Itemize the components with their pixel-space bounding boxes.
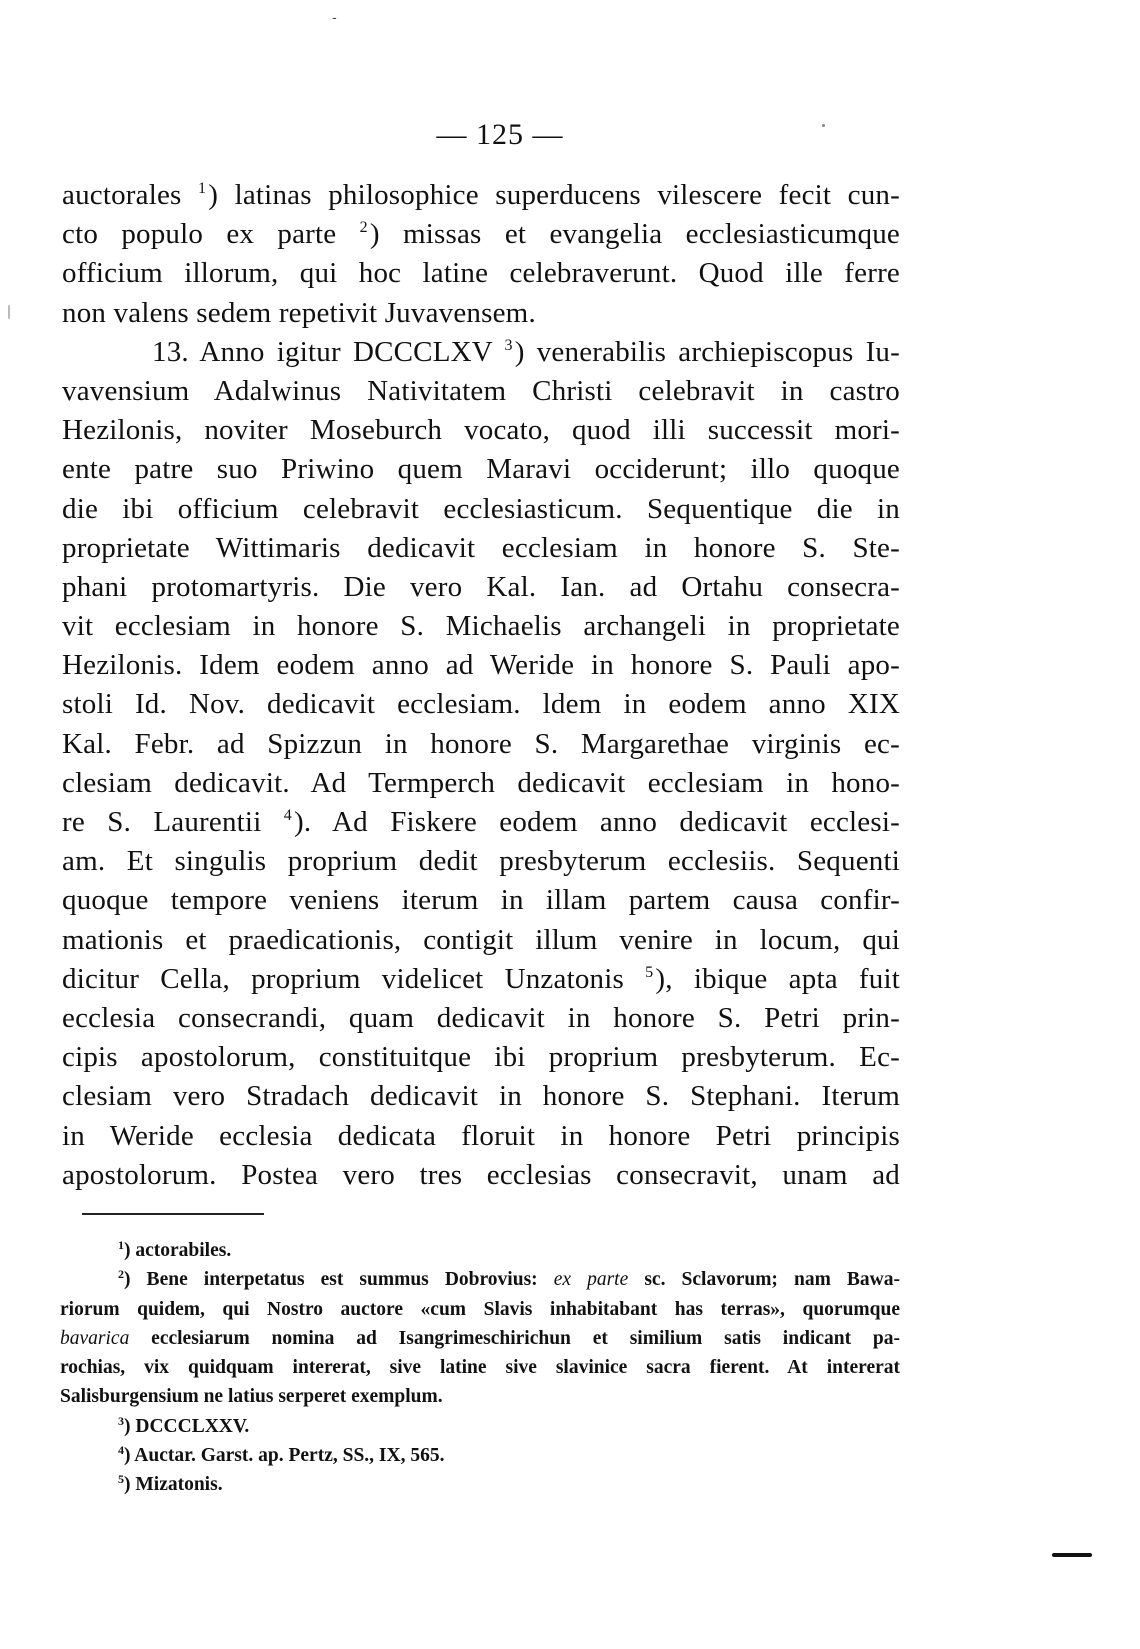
text-span: cto populo ex parte [62,218,360,251]
text-line [62,333,900,372]
text-span: Hezilonis, noviter Moseburch vocato, quod illi successit mori- [62,414,900,447]
footnote-ref[interactable]: 5 [645,963,654,981]
text-span: quoque tempore veniens iterum in illam partem causa confir- [62,884,900,917]
footnote-line [60,1236,900,1265]
text-span: rochias, vix quidquam intererat, sive latine sive slavinice sacra fierent. At intererat [60,1357,900,1379]
text-line [62,450,900,489]
text-span: officium illorum, qui hoc latine celebraverunt. Quod ille ferre [62,257,900,290]
text-span: re S. Laurentii [62,806,284,838]
text-span: ) latinas philosophice superducens vilescere fecit cun- [208,179,900,211]
text-span: non valens sedem repetivit Juvavensem. [62,296,536,329]
text-line [62,921,900,960]
text-line [62,1117,900,1156]
text-span: ) missas et evangelia ecclesiasticumque [369,218,900,251]
body-text [62,176,900,1195]
footnote-ref[interactable]: 1 [198,180,207,197]
text-span: ecclesiarum nomina ad Isangrimeschirichun et similium satis indicant pa- [129,1327,900,1349]
text-line [62,685,900,724]
footnote-line [60,1470,900,1499]
text-line [62,372,900,411]
text-span: ) venerabilis archiepiscopus Iu- [514,335,900,368]
text-line [62,881,900,920]
text-span: ). Ad Fiskere eodem anno dedicavit ecclesi- [293,806,900,838]
text-span: phani protomartyris. Die vero Kal. Ian. ad Ortahu consecra- [62,570,900,603]
footnote-line [60,1353,900,1382]
text-line [62,215,900,254]
text-span: clesiam dedicavit. Ad Termperch dedicavit ecclesiam in hono- [62,766,900,799]
text-line [62,607,900,646]
text-span: proprietate Wittimaris dedicavit ecclesiam in honore S. Ste- [62,531,900,564]
text-line [62,1038,900,1077]
text-line [62,646,900,685]
text-span: ente patre suo Priwino quem Maravi occiderunt; illo quoque [62,453,900,486]
text-span: ) Bene interpetatus est summus Dobrovius: [124,1269,554,1291]
footnote-line [60,1265,900,1294]
catchword-dash [1052,1553,1092,1557]
text-line [62,1077,900,1116]
text-line [62,294,900,333]
scan-speck: - [332,10,337,26]
text-span: am. Et singulis proprium dedit presbyterum ecclesiis. Sequenti [62,845,900,878]
text-line [62,999,900,1038]
footnote-marker: 1 [118,1238,124,1252]
footnote-line [60,1382,900,1411]
footnote-ref[interactable]: 4 [283,807,292,824]
footnote-marker: 2 [118,1267,124,1282]
text-span: mationis et praedicationis, contigit illum venire in locum, qui [62,923,900,956]
text-span: stoli Id. Nov. dedicavit ecclesiam. ldem in eodem anno XIX [62,688,900,721]
footnote-marker: 5 [118,1472,124,1487]
text-line [62,960,900,999]
footnote-marker: 4 [118,1443,124,1458]
text-span: Hezilonis. Idem eodem anno ad Weride in honore S. Pauli apo- [62,649,900,682]
text-span: in Weride ecclesia dedicata floruit in honore Petri principis [62,1119,900,1152]
text-line [62,490,900,529]
footnote-marker: 3 [118,1413,124,1428]
text-span: die ibi officium celebravit ecclesiasticum. Sequentique die in [62,492,900,525]
footnote-line [60,1295,900,1324]
footnote-1 [60,1236,900,1265]
text-span: riorum quidem, qui Nostro auctore «cum Slavis inhabitabant has terras», quorumque [60,1298,900,1320]
text-span: auctorales [62,179,199,211]
text-line [62,529,900,568]
text-span: dicitur Cella, proprium videlicet Unzatonis [62,962,646,995]
text-span: clesiam vero Stradach dedicavit in honore S. Stephani. Iterum [62,1080,900,1113]
footnote-ref[interactable]: 3 [504,336,513,354]
text-span: sc. Sclavorum; nam Bawa- [628,1269,900,1291]
text-span: ) Mizatonis. [124,1474,223,1496]
footnote-line [60,1441,900,1470]
text-line [62,842,900,881]
text-span: ) DCCCLXXV. [124,1415,250,1437]
text-span: 13. Anno igitur DCCCLXV [152,335,505,368]
footnote-ref[interactable]: 2 [359,219,368,237]
italic-span: bavarica [60,1327,130,1349]
text-span: ), ibique apta fuit [655,962,901,995]
text-line [62,764,900,803]
text-line [62,568,900,607]
text-span: ecclesia consecrandi, quam dedicavit in honore S. Petri prin- [62,1001,900,1034]
text-span: vit ecclesiam in honore S. Michaelis archangeli in proprietate [62,610,900,643]
text-line [62,803,900,842]
text-line [62,176,900,215]
footnote-5 [60,1470,900,1499]
text-line [62,411,900,450]
text-span: ) actorabiles. [124,1240,232,1261]
footnote-line [60,1412,900,1441]
footnote-separator [82,1213,264,1215]
page-number: — 125 — [436,118,564,151]
text-span: cipis apostolorum, constituitque ibi proprium presbyterum. Ec- [62,1041,900,1074]
footnotes [60,1236,900,1500]
text-span: Kal. Febr. ad Spizzun in honore S. Margarethae virginis ec- [62,727,900,760]
footnote-2 [60,1265,900,1411]
text-span: vavensium Adalwinus Nativitatem Christi celebravit in castro [62,374,900,407]
text-line [62,1156,900,1195]
text-line [62,725,900,764]
text-span: apostolorum. Postea vero tres ecclesias consecravit, unam ad [62,1158,900,1191]
scan-speck [8,305,10,319]
text-span: ) Auctar. Garst. ap. Pertz, SS., IX, 565. [124,1445,445,1467]
italic-span: ex parte [553,1269,629,1291]
text-span: Salisburgensium ne latius serperet exemplum. [60,1386,443,1408]
footnote-line [60,1324,900,1353]
text-line [62,254,900,293]
footnote-4 [60,1441,900,1470]
footnote-3 [60,1412,900,1441]
